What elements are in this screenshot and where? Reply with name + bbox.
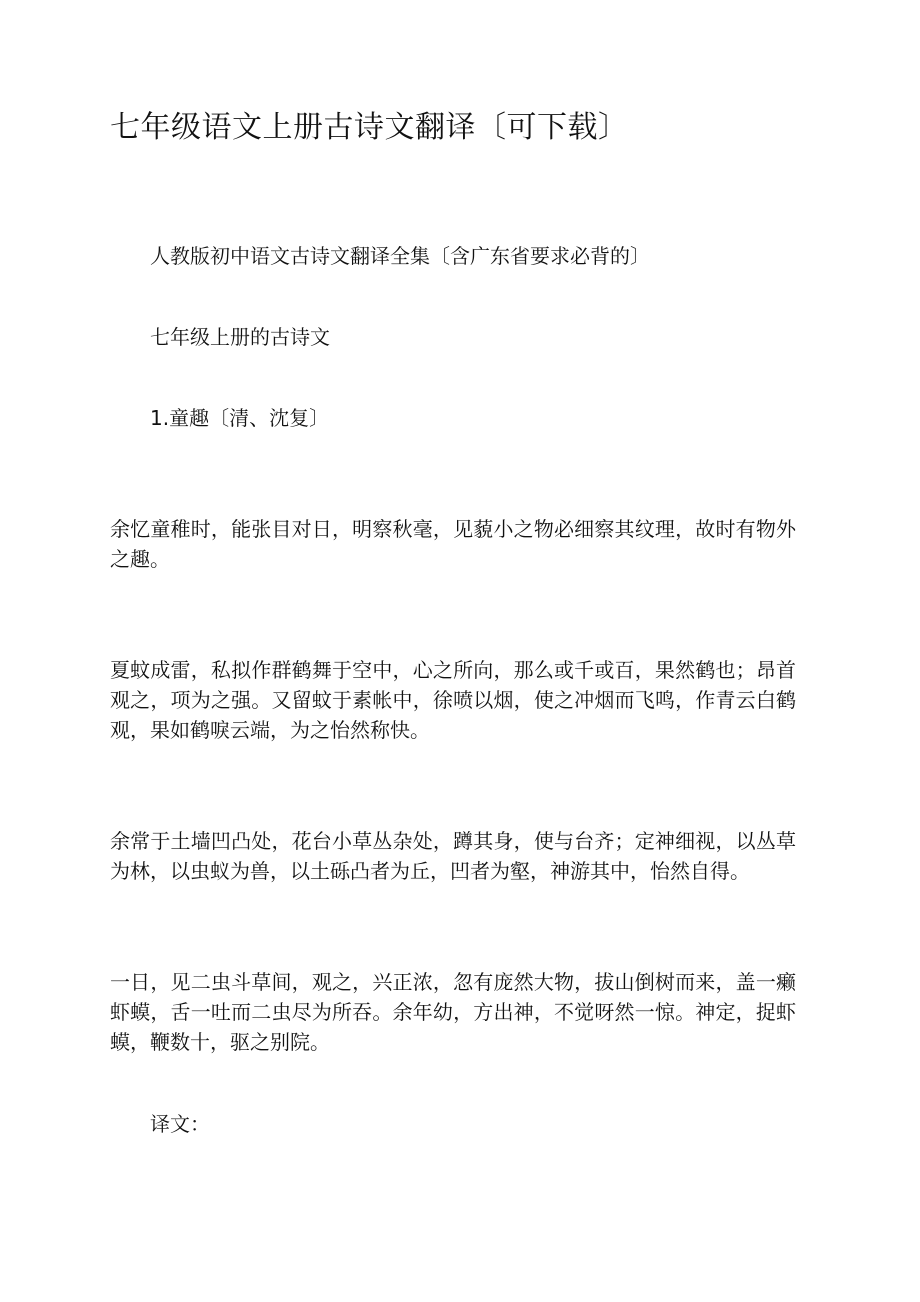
paragraph-2: 夏蚊成雷，私拟作群鹤舞于空中，心之所向，那么或千或百，果然鹤也；昂首观之，项为之强。又留蚊于素帐中，徐喷以烟，使之冲烟而飞鸣，作青云白鹤观，果如鹤唳云端，为之怡然称快。: [110, 658, 796, 742]
paragraph-1: 余忆童稚时，能张目对日，明察秋毫，见藐小之物必细察其纹理，故时有物外之趣。: [110, 517, 796, 571]
document-title: 七年级语文上册古诗文翻译〔可下载〕: [110, 110, 629, 145]
paragraph-3: 余常于土墙凹凸处，花台小草丛杂处，蹲其身，使与台齐；定神细视，以丛草为林，以虫蚁为兽，以土砾凸者为丘，凹者为壑，神游其中，怡然自得。: [110, 829, 796, 883]
section-heading: 七年级上册的古诗文: [150, 325, 330, 349]
item-heading: 1.童趣〔清、沈复〕: [150, 406, 330, 430]
document-subtitle: 人教版初中语文古诗文翻译全集〔含广东省要求必背的〕: [150, 244, 650, 268]
translation-label: 译文：: [150, 1112, 210, 1136]
paragraph-4: 一日，见二虫斗草间，观之，兴正浓，忽有庞然大物，拔山倒树而来，盖一癞虾蟆，舌一吐而二虫尽为所吞。余年幼，方出神，不觉呀然一惊。神定，捉虾蟆，鞭数十，驱之别院。: [110, 970, 796, 1054]
